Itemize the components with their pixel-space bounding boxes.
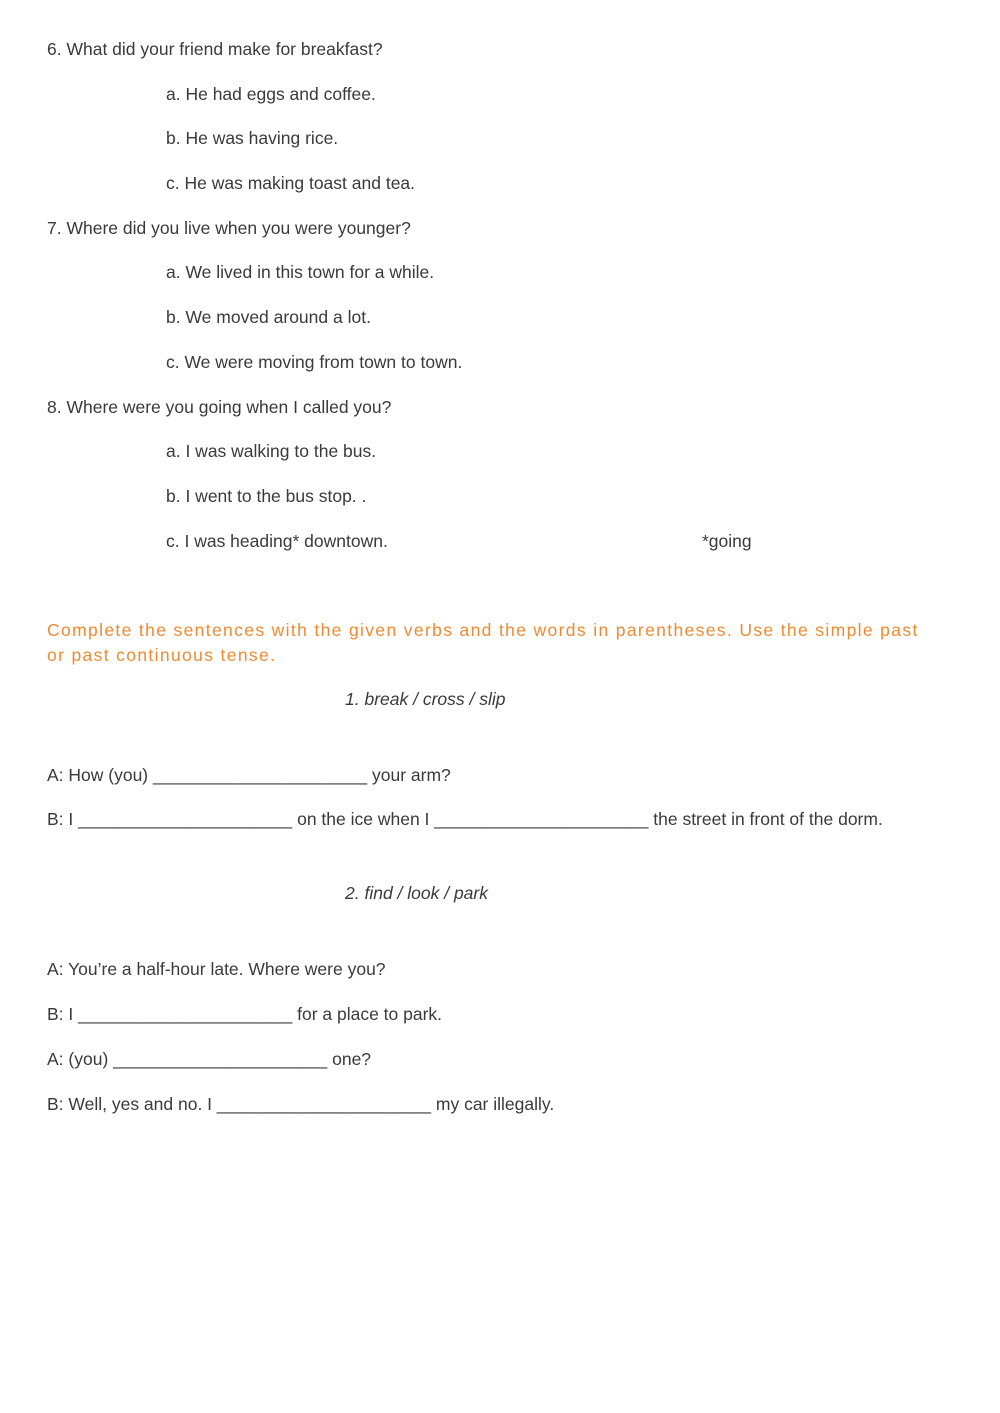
question-7: 7. Where did you live when you were younger? (47, 218, 411, 238)
exercise-1-line-2: B: I ______________________ on the ice when I ______________________ the street in front of the dorm. (47, 809, 883, 829)
question-7-option-a: a. We lived in this town for a while. (166, 262, 435, 282)
question-6-option-a: a. He had eggs and coffee. (166, 84, 376, 104)
question-8-option-a: a. I was walking to the bus. (166, 441, 377, 461)
exercise-2-line-1: A: You’re a half-hour late. Where were you? (47, 959, 386, 979)
question-7-option-c: c. We were moving from town to town. (166, 352, 463, 372)
exercise-2-line-4: B: Well, yes and no. I ______________________ my car illegally. (47, 1094, 555, 1114)
question-6: 6. What did your friend make for breakfast? (47, 39, 383, 59)
instruction-line-2: or past continuous tense. (47, 645, 277, 665)
footnote: *going (702, 531, 752, 551)
exercise-2-line-2: B: I ______________________ for a place to park. (47, 1004, 443, 1024)
question-7-option-b: b. We moved around a lot. (166, 307, 371, 327)
instruction-line-1: Complete the sentences with the given verbs and the words in parentheses. Use the simple past (47, 620, 919, 640)
question-6-option-b: b. He was having rice. (166, 128, 339, 148)
question-8-option-b: b. I went to the bus stop. . (166, 486, 367, 506)
exercise-1-line-1: A: How (you) ______________________ your arm? (47, 765, 451, 785)
question-8-option-c: c. I was heading* downtown. (166, 531, 388, 551)
exercise-2-line-3: A: (you) ______________________ one? (47, 1049, 372, 1069)
exercise-1-verbs: 1. break / cross / slip (345, 689, 506, 709)
exercise-2-verbs: 2. find / look / park (345, 883, 488, 903)
question-6-option-c: c. He was making toast and tea. (166, 173, 416, 193)
question-8: 8. Where were you going when I called you? (47, 397, 392, 417)
